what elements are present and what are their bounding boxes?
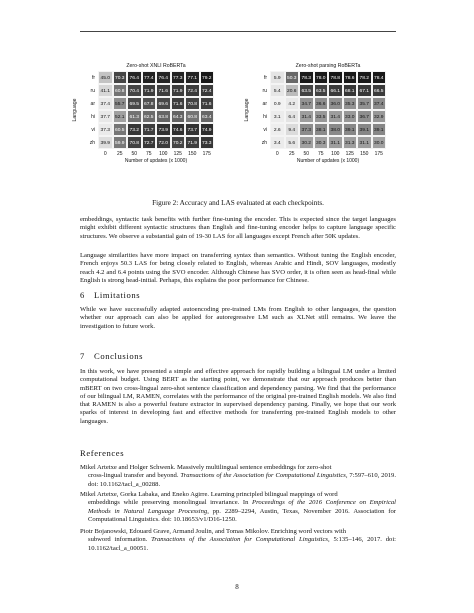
heatmap-cell: 70.2 bbox=[171, 136, 186, 149]
heatmap-cell: 79.2 bbox=[200, 71, 215, 84]
references-heading bbox=[80, 448, 396, 458]
reference-item bbox=[80, 491, 396, 524]
heatmap-xnli bbox=[68, 62, 238, 194]
heatmap-cell: 39.9 bbox=[98, 136, 113, 149]
heatmap-cell: 39.1 bbox=[343, 123, 358, 136]
row-label: hi bbox=[91, 114, 95, 120]
x-axis-title: Number of updates (x 1000) bbox=[124, 158, 188, 164]
heatmap-cell: 62.5 bbox=[142, 110, 157, 123]
x-tick-label: 25 bbox=[288, 151, 295, 157]
heatmap-cell: 36.6 bbox=[314, 97, 329, 110]
heatmap-cell: 64.3 bbox=[171, 110, 186, 123]
reference-continuation bbox=[80, 472, 396, 489]
heatmap-cell: 34.7 bbox=[299, 97, 314, 110]
row-label: vi bbox=[91, 127, 95, 133]
reference-item bbox=[80, 464, 396, 489]
heatmap-cell: 60.8 bbox=[185, 110, 200, 123]
row-label: zh bbox=[261, 140, 267, 146]
heatmap-cell: 38.1 bbox=[314, 123, 329, 136]
y-axis-title: Language bbox=[244, 98, 250, 122]
row-label: fr bbox=[263, 75, 267, 81]
paragraph-conclusions: In this work, we have presented a simple and effective approach for rapidly building a bilingual LM under a limited computational budget. Using BERT as the starting point, we demonstrate that our approach produces better than mBERT on two cross-lingual zero-shot sentence classification and dependency parsing. We find that the performance of our bilingual LM, RAMEN, correlates with the performance of the original pre-trained English models. We also find that RAMEN is also a powerful feature extractor in supervised dependency parsing. Finally, we hope that our work sparks of interest in developing fast and effective methods for transferring pre-trained English models to other languages. bbox=[80, 368, 396, 425]
heatmap-cell: 36.7 bbox=[357, 110, 372, 123]
heatmap-cell: 50.3 bbox=[285, 71, 300, 84]
x-tick-label: 75 bbox=[317, 151, 324, 157]
heatmap-cell: 30.2 bbox=[299, 136, 314, 149]
heatmap-cell: 30.3 bbox=[314, 136, 329, 149]
paragraph-limitations: While we have successfully adapted autoencoding pre-trained LMs from English to other languages, the question whether our approach can also be applied for autoregressive LM such as XLNet still remains. We leave the investigation to future work. bbox=[80, 306, 396, 330]
heatmap-parsing bbox=[240, 62, 410, 194]
section-title: Limitations bbox=[94, 290, 141, 300]
heatmap-cell: 73.3 bbox=[200, 136, 215, 149]
heatmap-cell: 37.3 bbox=[299, 123, 314, 136]
heatmap-cell: 35.7 bbox=[357, 97, 372, 110]
heatmap-cell: 39.1 bbox=[372, 123, 387, 136]
heatmap-cell: 60.8 bbox=[113, 84, 128, 97]
heatmap-cell: 71.9 bbox=[142, 84, 157, 97]
reference-venue: Transactions of the Association for Computational Linguistics bbox=[151, 536, 328, 544]
heatmap-cell: 70.3 bbox=[113, 71, 128, 84]
heatmap-cell: 38.0 bbox=[328, 123, 343, 136]
row-label: hi bbox=[263, 114, 267, 120]
x-axis-title: Number of updates (x 1000) bbox=[296, 158, 360, 164]
paragraph-language-similarity: Language similarities have more impact on transferring syntax than semantics. Without tuning the English encoder, French enjoys 50.3 LAS for being closely related to English, whereas Arabic and Hindi, SOV languages, modestly reach 4.2 and 6.4 points using the SVO encoder. Although Chinese has SVO order, it is often seen as head-final while English is strong head-initial. Perhaps, this explains the poor performance for Chinese. bbox=[80, 252, 396, 284]
heatmap-cell: 74.9 bbox=[200, 123, 215, 136]
heatmap-cell: 31.4 bbox=[299, 110, 314, 123]
x-tick-label: 0 bbox=[275, 151, 279, 157]
heatmap-cell: 78.2 bbox=[357, 71, 372, 84]
heatmap-cell: 66.1 bbox=[328, 84, 343, 97]
heatmap-cell: 5.9 bbox=[270, 71, 285, 84]
heatmap-cell: 71.9 bbox=[185, 136, 200, 149]
heatmap-cell: 67.1 bbox=[357, 84, 372, 97]
heatmap-cell: 31.4 bbox=[328, 110, 343, 123]
heatmap-cell: 35.3 bbox=[343, 97, 358, 110]
heatmap-cell: 77.1 bbox=[185, 71, 200, 84]
x-tick-label: 125 bbox=[173, 151, 182, 157]
heatmap-cell: 4.2 bbox=[285, 97, 300, 110]
heatmap-cell: 37.4 bbox=[98, 97, 113, 110]
figure-2 bbox=[68, 62, 408, 194]
heatmap-cell: 67.8 bbox=[142, 97, 157, 110]
heatmap-cell: 70.8 bbox=[185, 97, 200, 110]
reference-line: Piotr Bojanowski, Edouard Grave, Armand Joulin, and Tomas Mikolov. Enriching word vectors with bbox=[80, 528, 346, 535]
heatmap-cell: 33.5 bbox=[314, 110, 329, 123]
heatmap-cell: 32.9 bbox=[372, 110, 387, 123]
heatmap-cell: 41.1 bbox=[98, 84, 113, 97]
heatmap-cell: 0.9 bbox=[270, 97, 285, 110]
heatmap-cell: 9.4 bbox=[285, 123, 300, 136]
heatmap-cell: 39.1 bbox=[357, 123, 372, 136]
row-label: zh bbox=[89, 140, 95, 146]
header-rule bbox=[80, 31, 396, 32]
x-tick-label: 150 bbox=[360, 151, 369, 157]
heatmap-cell: 66.5 bbox=[372, 84, 387, 97]
heatmap-cell: 72.0 bbox=[156, 136, 171, 149]
heatmap-cell: 69.6 bbox=[156, 97, 171, 110]
reference-line: Mikel Artetxe, Gorka Labaka, and Eneko Agirre. Learning principled bilingual mappings of word bbox=[80, 491, 338, 498]
heatmap-cell: 69.5 bbox=[127, 97, 142, 110]
heatmap-cell: 63.8 bbox=[156, 110, 171, 123]
reference-text: , 5:135–146, 2017. doi: 10.1162/tacl_a_00051. bbox=[88, 536, 396, 552]
row-label: vi bbox=[263, 127, 267, 133]
heatmap-cell: 71.7 bbox=[142, 123, 157, 136]
heatmap-cell: 31.3 bbox=[343, 136, 358, 149]
heatmap-cell: 71.6 bbox=[171, 97, 186, 110]
heatmap-cell: 78.6 bbox=[343, 71, 358, 84]
reference-continuation bbox=[80, 499, 396, 524]
heatmap-cell: 78.8 bbox=[328, 71, 343, 84]
x-tick-label: 75 bbox=[145, 151, 152, 157]
paragraph-finetuning: embeddings, syntactic task benefits with further fine-tuning the encoder. This is expected since the target languages might exhibit different syntactic structures than English and fine-tuning encoder helps to capture language specific structures. We observe a substantial gain of 19-30 LAS for all languages except French after 50K updates. bbox=[80, 216, 396, 240]
heatmap-cell: 73.9 bbox=[156, 123, 171, 136]
x-tick-label: 125 bbox=[345, 151, 354, 157]
row-label: fr bbox=[91, 75, 95, 81]
heatmap-cell: 33.0 bbox=[343, 110, 358, 123]
section-heading-limitations bbox=[80, 290, 396, 300]
x-tick-label: 0 bbox=[103, 151, 107, 157]
section-number: 7 bbox=[80, 351, 85, 361]
heatmap-cell: 20.6 bbox=[285, 84, 300, 97]
heatmap-cell: 73.2 bbox=[127, 123, 142, 136]
heatmap-cell: 2.6 bbox=[270, 123, 285, 136]
x-tick-label: 175 bbox=[374, 151, 383, 157]
reference-text: subword information. bbox=[88, 536, 152, 544]
reference-text: cross-lingual transfer and beyond. bbox=[88, 472, 181, 480]
heatmap-cell: 76.4 bbox=[127, 71, 142, 84]
heatmap-cell: 73.7 bbox=[185, 123, 200, 136]
heatmap-cell: 63.4 bbox=[200, 110, 215, 123]
heatmap-cell: 72.7 bbox=[142, 136, 157, 149]
heatmap-cell: 6.4 bbox=[285, 110, 300, 123]
heatmap-cell: 71.9 bbox=[171, 84, 186, 97]
heatmap-cell: 3.1 bbox=[270, 110, 285, 123]
heatmap-cell: 63.5 bbox=[299, 84, 314, 97]
section-heading-conclusions bbox=[80, 351, 396, 361]
reference-venue: Transactions of the Association for Computational Linguistics bbox=[180, 472, 346, 480]
heatmap-cell: 72.4 bbox=[200, 84, 215, 97]
reference-text: embeddings while preserving monolingual invariance. In bbox=[88, 499, 253, 507]
x-tick-label: 150 bbox=[188, 151, 197, 157]
heatmap-cell: 36.0 bbox=[328, 97, 343, 110]
x-tick-label: 25 bbox=[116, 151, 123, 157]
heatmap-cell: 70.4 bbox=[127, 84, 142, 97]
x-tick-label: 50 bbox=[303, 151, 310, 157]
chart-title: Zero-shot parsing RoBERTa bbox=[295, 63, 361, 69]
heatmap-cell: 5.6 bbox=[285, 136, 300, 149]
heatmap-cell: 59.9 bbox=[113, 136, 128, 149]
chart-title: Zero-shot XNLI RoBERTa bbox=[126, 63, 186, 69]
heatmap-cell: 30.0 bbox=[372, 136, 387, 149]
heatmap-cell: 5.4 bbox=[270, 84, 285, 97]
row-label: ru bbox=[90, 88, 95, 94]
reference-item bbox=[80, 528, 396, 553]
heatmap-cell: 76.4 bbox=[156, 71, 171, 84]
heatmap-cell: 31.1 bbox=[328, 136, 343, 149]
y-axis-title: Language bbox=[72, 98, 78, 122]
heatmap-cell: 70.8 bbox=[127, 136, 142, 149]
references-title: References bbox=[80, 448, 125, 458]
heatmap-cell: 37.7 bbox=[98, 110, 113, 123]
reference-text: , pp. 2289–2294, Austin, Texas, November 2016. Association for Computational Linguistics. doi: 10.18653/v1/D16-1250. bbox=[88, 507, 396, 523]
section-number: 6 bbox=[80, 290, 85, 300]
heatmap-cell: 55.7 bbox=[113, 97, 128, 110]
heatmap-cell: 3.4 bbox=[270, 136, 285, 149]
x-tick-label: 50 bbox=[131, 151, 138, 157]
row-label: ru bbox=[262, 88, 267, 94]
heatmap-cell: 78.3 bbox=[299, 71, 314, 84]
heatmap-cell: 37.3 bbox=[98, 123, 113, 136]
reference-continuation bbox=[80, 536, 396, 553]
heatmap-cell: 77.4 bbox=[142, 71, 157, 84]
heatmap-cell: 78.0 bbox=[314, 71, 329, 84]
reference-line: Mikel Artetxe and Holger Schwenk. Massively multilingual sentence embeddings for zero-shot bbox=[80, 464, 332, 471]
heatmap-cell: 45.0 bbox=[98, 71, 113, 84]
row-label: ar bbox=[90, 101, 95, 107]
x-tick-label: 100 bbox=[331, 151, 340, 157]
heatmap-cell: 61.3 bbox=[127, 110, 142, 123]
heatmap-cell: 37.4 bbox=[372, 97, 387, 110]
heatmap-cell: 60.5 bbox=[113, 123, 128, 136]
page-number: 8 bbox=[235, 583, 239, 591]
heatmap-cell: 78.4 bbox=[372, 71, 387, 84]
heatmap-cell: 68.1 bbox=[343, 84, 358, 97]
reference-text: , 7:597–610, 2019. doi: 10.1162/tacl_a_00288. bbox=[88, 472, 396, 488]
heatmap-cell: 71.6 bbox=[156, 84, 171, 97]
heatmap-cell: 77.3 bbox=[171, 71, 186, 84]
row-label: ar bbox=[262, 101, 267, 107]
heatmap-cell: 52.1 bbox=[113, 110, 128, 123]
heatmap-cell: 74.6 bbox=[171, 123, 186, 136]
x-tick-label: 175 bbox=[202, 151, 211, 157]
heatmap-cell: 71.6 bbox=[200, 97, 215, 110]
figure-caption: Figure 2: Accuracy and LAS evaluated at each checkpoints. bbox=[152, 199, 324, 207]
reference-venue: Proceedings of the 2016 Conference on Empirical Methods in Natural Language Processing bbox=[88, 499, 397, 515]
heatmap-cell: 31.1 bbox=[357, 136, 372, 149]
x-tick-label: 100 bbox=[159, 151, 168, 157]
section-title: Conclusions bbox=[94, 351, 144, 361]
heatmap-cell: 72.4 bbox=[185, 84, 200, 97]
heatmap-cell: 63.5 bbox=[314, 84, 329, 97]
